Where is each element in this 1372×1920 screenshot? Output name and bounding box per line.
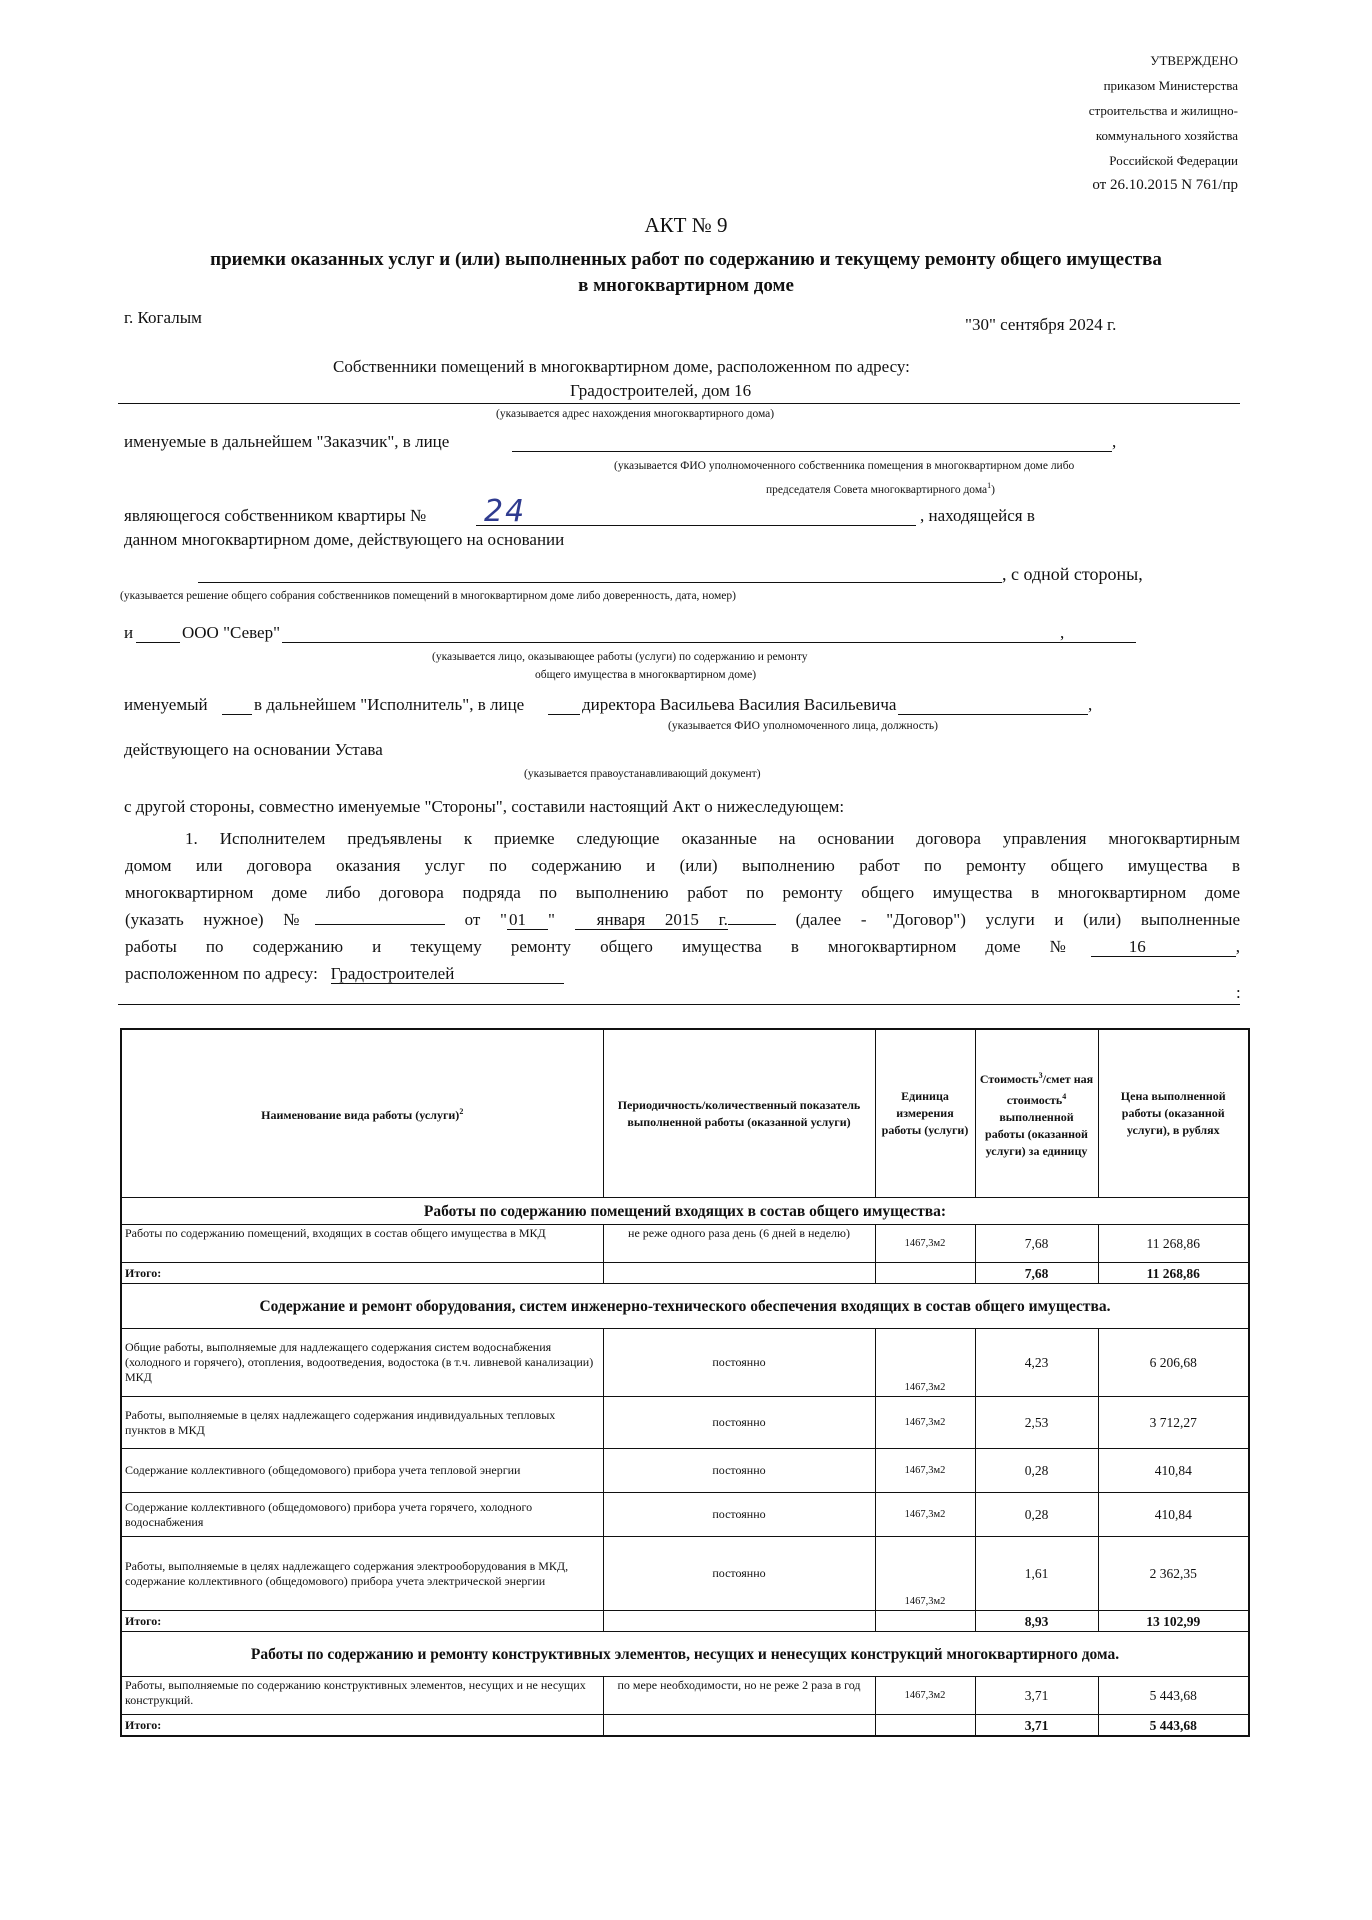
row-name: Содержание коллективного (общедомового) прибора учета тепловой энергии <box>121 1449 603 1493</box>
row-unit: 1467,3м2 <box>875 1537 975 1611</box>
total-price: 11 268,86 <box>1098 1263 1249 1284</box>
contract-number-blank <box>315 910 445 925</box>
clause-text: расположенном по адресу: <box>125 964 318 983</box>
clause-text: работы по содержанию и текущему ремонту общего имущества в многоквартирном доме № <box>125 937 1091 956</box>
row-name: Общие работы, выполняемые для надлежащего содержания систем водоснабжения (холодного и горячего), отопления, водоотведения, водостока (в т.ч. ливневой канализации) МКД <box>121 1329 603 1397</box>
acting-text: действующего на основании Устава <box>124 740 383 759</box>
row-period: постоянно <box>603 1397 875 1449</box>
basis-note: (указывается решение общего собрания собственников помещений в многоквартирном доме либо доверенность, дата, номер) <box>120 590 736 602</box>
header-unit: Единица измерения работы (услуги) <box>875 1029 975 1198</box>
row-period: постоянно <box>603 1449 875 1493</box>
row-price: 5 443,68 <box>1098 1677 1249 1715</box>
section-title: Работы по содержанию и ремонту конструктивных элементов, несущих и ненесущих конструкций многоквартирного дома. <box>121 1632 1249 1677</box>
row-price: 410,84 <box>1098 1449 1249 1493</box>
row-period: не реже одного раза день (6 дней в неделю) <box>603 1225 875 1263</box>
and-text: и <box>124 623 134 642</box>
customer-underline <box>512 451 1112 452</box>
row-price: 6 206,68 <box>1098 1329 1249 1397</box>
row-unit: 1467,3м2 <box>875 1493 975 1537</box>
row-unit: 1467,3м2 <box>875 1677 975 1715</box>
table-row <box>121 1225 1249 1263</box>
approval-line: Российской Федерации <box>1109 153 1238 168</box>
comma: , <box>1060 623 1065 642</box>
act-title-line1: приемки оказанных услуг и (или) выполненных работ по содержанию и текущему ремонту общего имущества <box>210 249 1162 270</box>
header-cost-text: выполненной работы (оказанной услуги) за единицу <box>985 1110 1088 1158</box>
footnote-mark: 1 <box>987 481 992 490</box>
executor-person: директора Васильева Василия Васильевича <box>582 695 897 714</box>
table-row <box>121 1329 1249 1397</box>
total-row <box>121 1263 1249 1284</box>
section-title: Содержание и ремонт оборудования, систем инженерно-технического обеспечения входящих в состав общего имущества. <box>121 1284 1249 1329</box>
customer-note2-text: председателя Совета многоквартирного дома <box>766 483 988 496</box>
row-unit: 1467,3м2 <box>875 1449 975 1493</box>
row-name: Работы, выполняемые в целях надлежащего содержания индивидуальных тепловых пунктов в МКД <box>121 1397 603 1449</box>
located-text: , находящейся в <box>920 506 1035 525</box>
apt-underline <box>476 525 916 526</box>
address-continuation-line <box>118 1004 1240 1005</box>
approval-line: коммунального хозяйства <box>1095 128 1238 143</box>
customer-note-end: ) <box>991 483 995 496</box>
table-header-row <box>121 1029 1249 1198</box>
total-price: 5 443,68 <box>1098 1715 1249 1737</box>
empty-cell <box>603 1611 875 1632</box>
total-cost: 7,68 <box>975 1263 1098 1284</box>
table-row <box>121 1677 1249 1715</box>
footnote-mark: 3 <box>1038 1071 1043 1080</box>
basis-text: данном многоквартирном доме, действующего на основании <box>124 530 565 549</box>
row-name: Работы по содержанию помещений, входящих в состав общего имущества в МКД <box>121 1225 603 1263</box>
address-note: (указывается адрес нахождения многоквартирного дома) <box>496 408 775 420</box>
blank <box>728 910 776 925</box>
other-side-text: с другой стороны, совместно именуемые "Стороны", составили настоящий Акт о нижеследующем: <box>124 797 845 816</box>
one-side: , с одной стороны, <box>1002 564 1143 584</box>
act-title-line2: в многоквартирном доме <box>578 275 794 296</box>
row-name: Содержание коллективного (общедомового) прибора учета горячего, холодного водоснабжения <box>121 1493 603 1537</box>
footnote-mark: 4 <box>1062 1092 1067 1101</box>
contractor-underline <box>136 642 1136 643</box>
clause-line <box>125 933 1240 960</box>
header-cost-text: Стоимость <box>979 1072 1039 1086</box>
row-name: Работы, выполняемые в целях надлежащего содержания электрооборудования в МКД, содержание коллективного (общедомового) прибора учета электрической энергии <box>121 1537 603 1611</box>
row-cost: 2,53 <box>975 1397 1098 1449</box>
basis-underline <box>198 582 1002 583</box>
row-cost: 3,71 <box>975 1677 1098 1715</box>
header-period: Периодичность/количественный показатель выполненной работы (оказанной услуги) <box>603 1029 875 1198</box>
acting-note: (указывается правоустанавливающий документ) <box>524 768 761 780</box>
header-cost <box>975 1029 1098 1198</box>
clause-1 <box>125 825 1240 987</box>
section-title-row <box>121 1284 1249 1329</box>
clause-text: (указать нужное) № <box>125 910 315 929</box>
row-period: по мере необходимости, но не реже 2 раза в год <box>603 1677 875 1715</box>
header-name <box>121 1029 603 1198</box>
place: г. Когалым <box>124 308 202 327</box>
total-cost: 3,71 <box>975 1715 1098 1737</box>
footnote-mark: 2 <box>459 1107 464 1116</box>
row-cost: 4,23 <box>975 1329 1098 1397</box>
act-number: АКТ № 9 <box>644 213 728 237</box>
empty-cell <box>603 1715 875 1737</box>
clause-line <box>125 960 1240 987</box>
table-row <box>121 1449 1249 1493</box>
comma: , <box>1112 432 1117 451</box>
section-title-row <box>121 1198 1249 1225</box>
house-number: 16 <box>1091 937 1236 957</box>
clause-text: , <box>1235 937 1240 956</box>
clause-text: (далее - "Договор") услуги и (или) выполненные <box>795 910 1240 929</box>
row-name: Работы, выполняемые по содержанию конструктивных элементов, несущих и не несущих конструкций. <box>121 1677 603 1715</box>
row-unit: 1467,3м2 <box>875 1397 975 1449</box>
row-price: 2 362,35 <box>1098 1537 1249 1611</box>
row-price: 3 712,27 <box>1098 1397 1249 1449</box>
address-underline <box>118 403 1240 404</box>
total-row <box>121 1611 1249 1632</box>
row-cost: 7,68 <box>975 1225 1098 1263</box>
owners-text: Собственники помещений в многоквартирном доме, расположенном по адресу: <box>333 357 910 376</box>
total-row <box>121 1715 1249 1737</box>
section-title: Работы по содержанию помещений входящих в состав общего имущества: <box>121 1198 1249 1225</box>
section-title-row <box>121 1632 1249 1677</box>
customer-note2 <box>766 481 995 496</box>
empty-cell <box>875 1263 975 1284</box>
row-period: постоянно <box>603 1329 875 1397</box>
total-label: Итого: <box>121 1715 603 1737</box>
total-label: Итого: <box>121 1611 603 1632</box>
apt-number-handwritten: 24 <box>484 494 527 529</box>
executor-text1: именуемый <box>124 695 208 714</box>
contractor-note2: общего имущества в многоквартирном доме) <box>535 669 757 681</box>
table-row <box>121 1397 1249 1449</box>
total-price: 13 102,99 <box>1098 1611 1249 1632</box>
header-price: Цена выполненной работы (оказанной услуги), в рублях <box>1098 1029 1249 1198</box>
empty-cell <box>603 1263 875 1284</box>
clause-line <box>125 906 1240 933</box>
executor-note: (указывается ФИО уполномоченного лица, должность) <box>668 720 938 732</box>
contractor-note1: (указывается лицо, оказывающее работы (услуги) по содержанию и ремонту <box>432 651 808 663</box>
approval-line: строительства и жилищно- <box>1088 103 1238 118</box>
customer-note1: (указывается ФИО уполномоченного собственника помещения в многоквартирном доме либо <box>614 460 1075 472</box>
row-period: постоянно <box>603 1493 875 1537</box>
header-cost-text: /смет ная стоимость <box>1006 1072 1094 1107</box>
contract-month: января 2015 г. <box>575 910 728 930</box>
row-unit: 1467,3м2 <box>875 1225 975 1263</box>
clause-line: домом или договора оказания услуг по содержанию и (или) выполнению работ по ремонту общего имущества в <box>125 856 1240 875</box>
clause-line: многоквартирном доме либо договора подряда по выполнению работ по ремонту общего имущества в многоквартирном доме <box>125 883 1240 902</box>
approval-line: от 26.10.2015 N 761/пр <box>1092 177 1238 193</box>
header-name-text: Наименование вида работы (услуги) <box>261 1108 460 1122</box>
clause-text: от " <box>464 910 507 929</box>
comma: , <box>1088 695 1093 714</box>
clause-text: 1. Исполнителем предъявлены к приемке следующие оказанные на основании договора управления многоквартирным <box>185 829 1240 848</box>
row-cost: 0,28 <box>975 1449 1098 1493</box>
row-cost: 0,28 <box>975 1493 1098 1537</box>
owner-apt-text: являющегося собственником квартиры № <box>124 506 427 525</box>
total-label: Итого: <box>121 1263 603 1284</box>
colon: : <box>1236 983 1241 1002</box>
executor-text2: в дальнейшем "Исполнитель", в лице <box>254 695 525 714</box>
customer-text: именуемые в дальнейшем "Заказчик", в лице <box>124 432 450 451</box>
clause-text: " <box>547 910 555 929</box>
row-period: постоянно <box>603 1537 875 1611</box>
date: "30" сентября 2024 г. <box>965 315 1117 334</box>
approval-block <box>1089 48 1238 198</box>
row-unit: 1467,3м2 <box>875 1329 975 1397</box>
clause-line <box>125 825 1240 852</box>
empty-cell <box>875 1715 975 1737</box>
clause-address: Градостроителей <box>331 964 565 984</box>
row-price: 410,84 <box>1098 1493 1249 1537</box>
total-cost: 8,93 <box>975 1611 1098 1632</box>
approval-line: УТВЕРЖДЕНО <box>1150 53 1238 68</box>
empty-cell <box>875 1611 975 1632</box>
works-table <box>120 1028 1250 1737</box>
row-cost: 1,61 <box>975 1537 1098 1611</box>
table-row <box>121 1493 1249 1537</box>
executor-gap-underline <box>222 714 252 715</box>
contractor: ООО "Север" <box>182 623 281 642</box>
address: Градостроителей, дом 16 <box>570 381 752 400</box>
approval-line: приказом Министерства <box>1103 78 1238 93</box>
table-row <box>121 1537 1249 1611</box>
row-price: 11 268,86 <box>1098 1225 1249 1263</box>
contract-day: 01 <box>507 910 548 930</box>
